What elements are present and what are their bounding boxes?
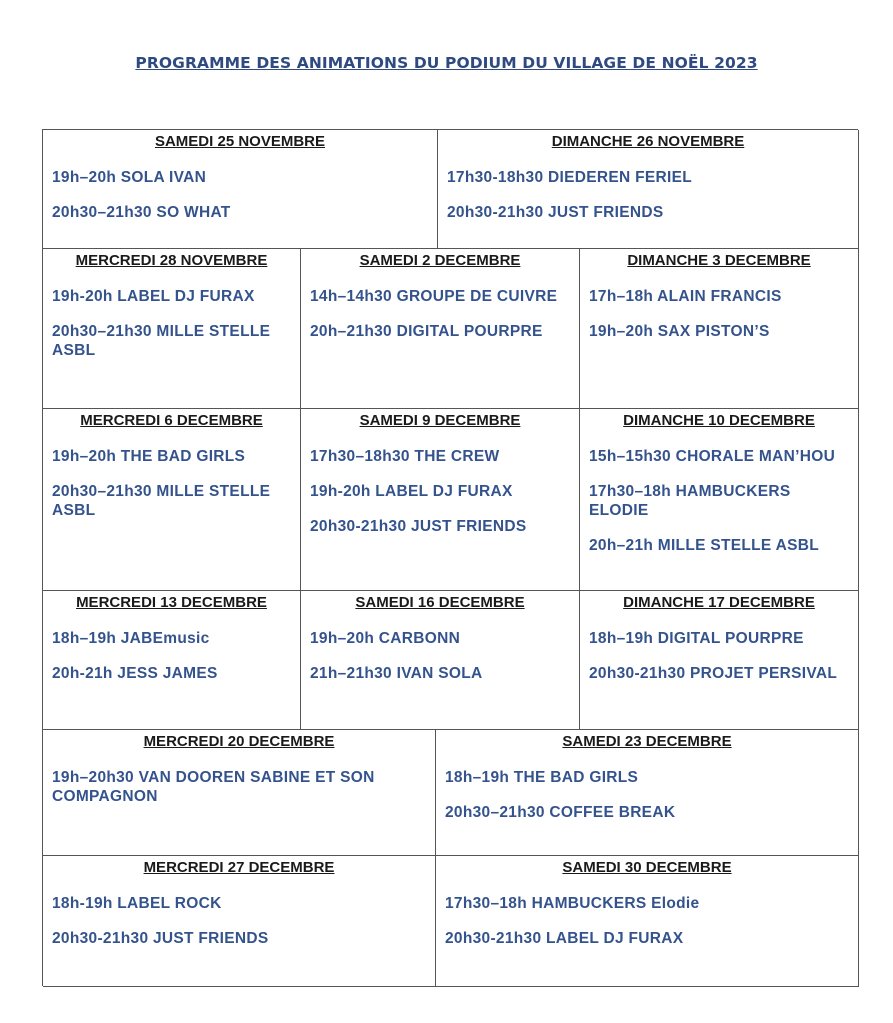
event-entry: 17h30–18h HAMBUCKERS ELODIE [589,483,791,519]
event-entry: 20h30-21h30 JUST FRIENDS [52,930,269,947]
day-heading: DIMANCHE 3 DECEMBRE [627,252,811,269]
day-heading: MERCREDI 28 NOVEMBRE [75,252,268,269]
day-cell [43,130,438,249]
day-heading: SAMEDI 30 DECEMBRE [562,859,732,876]
day-cell [301,409,580,591]
day-cell [580,591,859,730]
day-heading: SAMEDI 9 DECEMBRE [359,412,521,429]
day-cell [301,591,580,730]
day-heading: SAMEDI 23 DECEMBRE [562,733,732,750]
event-entry: 20h30-21h30 JUST FRIENDS [447,204,664,221]
event-entry: 20h–21h MILLE STELLE ASBL [589,537,819,554]
event-entry: 15h–15h30 CHORALE MAN’HOU [589,448,836,465]
event-entry: 14h–14h30 GROUPE DE CUIVRE [310,288,558,305]
day-cell [43,409,301,591]
day-heading: SAMEDI 16 DECEMBRE [355,594,525,611]
event-entry: 19h–20h CARBONN [310,630,461,647]
day-cell [580,409,859,591]
day-heading: MERCREDI 27 DECEMBRE [143,859,335,876]
day-cell [43,249,301,409]
day-heading: DIMANCHE 10 DECEMBRE [623,412,815,429]
schedule-table [42,129,858,986]
day-heading: DIMANCHE 17 DECEMBRE [623,594,815,611]
event-entry: 18h–19h JABEmusic [52,630,210,647]
day-heading: MERCREDI 13 DECEMBRE [76,594,267,611]
event-entry: 19h-20h LABEL DJ FURAX [310,483,513,500]
event-entry: 19h–20h THE BAD GIRLS [52,448,246,465]
day-heading: DIMANCHE 26 NOVEMBRE [551,133,745,150]
event-entry: 18h-19h LABEL ROCK [52,895,222,912]
event-entry: 20h30–21h30 SO WHAT [52,204,231,221]
day-heading: MERCREDI 6 DECEMBRE [80,412,263,429]
day-heading: MERCREDI 20 DECEMBRE [143,733,335,750]
event-entry: 20h–21h30 DIGITAL POURPRE [310,323,543,340]
page-title: PROGRAMME DES ANIMATIONS DU PODIUM DU VILLAGE DE NOËL 2023 [135,54,758,72]
event-entry: 19h–20h SAX PISTON’S [589,323,770,340]
event-entry: 20h30–21h30 COFFEE BREAK [445,804,676,821]
day-cell [436,856,859,987]
event-entry: 17h30–18h HAMBUCKERS Elodie [445,895,700,912]
event-entry: 17h30–18h30 THE CREW [310,448,500,465]
event-entry: 19h-20h LABEL DJ FURAX [52,288,255,305]
event-entry: 20h30-21h30 PROJET PERSIVAL [589,665,838,682]
day-cell [43,856,436,987]
day-cell [43,730,436,856]
event-entry: 20h30-21h30 JUST FRIENDS [310,518,527,535]
day-cell [301,249,580,409]
day-cell [438,130,859,249]
event-entry: 19h–20h30 VAN DOOREN SABINE ET SON COMPAGNON [52,769,375,805]
event-entry: 20h30–21h30 MILLE STELLE ASBL [52,323,271,359]
day-cell [436,730,859,856]
event-entry: 17h–18h ALAIN FRANCIS [589,288,782,305]
day-heading: SAMEDI 25 NOVEMBRE [154,133,326,150]
day-heading: SAMEDI 2 DECEMBRE [359,252,521,269]
event-entry: 21h–21h30 IVAN SOLA [310,665,483,682]
day-cell [43,591,301,730]
event-entry: 20h-21h JESS JAMES [52,665,218,682]
day-cell [580,249,859,409]
event-entry: 20h30-21h30 LABEL DJ FURAX [445,930,684,947]
event-entry: 17h30-18h30 DIEDEREN FERIEL [447,169,692,186]
event-entry: 19h–20h SOLA IVAN [52,169,207,186]
event-entry: 18h–19h THE BAD GIRLS [445,769,639,786]
event-entry: 20h30–21h30 MILLE STELLE ASBL [52,483,271,519]
event-entry: 18h–19h DIGITAL POURPRE [589,630,804,647]
